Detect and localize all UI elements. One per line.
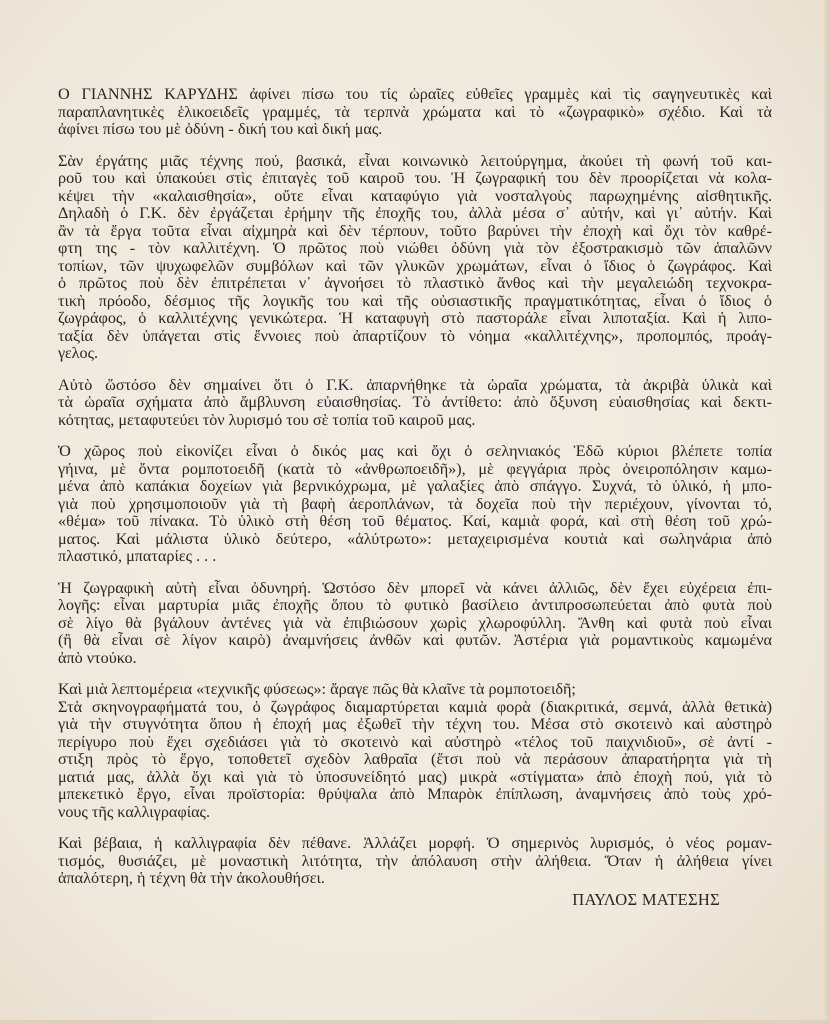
paragraph [58,681,772,699]
text-line: Καὶ μιὰ λεπτομέρεια «τεχνικῆς φύσεως»: ἄραγε πῶς θὰ κλαῖνε τὰ ρομποτοειδῆ; [58,680,576,698]
text-line: Καὶ βέβαια, ἡ καλλιγραφία δὲν πέθανε. Ἀλλάζει μορφή. Ὁ σημερινὸς λυρισμός, ὁ νέος ρομαν- [58,834,772,852]
author-signature: ΠΑΥΛΟΣ ΜΑΤΕΣΗΣ [572,889,720,909]
text-line: φτη της - τὸν καλλιτέχνη. Ὁ πρῶτος ποὺ νιώθει ὀδύνη γιὰ τὸν ἐξοστρακισμὸ τῶν ἁπαλῶνν [58,239,772,257]
paragraph [58,580,772,668]
text-line: τοπίων, τῶν ψυχωφελῶν συμβόλων καὶ τῶν γλυκῶν χρωμάτων, εἶναι ὁ ἴδιος ὁ ζωγράφος. Καὶ [58,256,772,275]
text-line: Ο ΓΙΑΝΝΗΣ ΚΑΡΥΔΗΣ ἀφίνει πίσω του τίς ὡραῖες εὐθεῖες γραμμὲς καὶ τὶς σαγηνευτικὲς καὶ [58,85,772,103]
text-line: παραπλανητικὲς ἑλικοειδεῖς γραμμές, τὰ τερπνὰ χρώματα καὶ τὸ «ζωγραφικὸ» σχέδιο. Καὶ τὰ [58,102,772,121]
text-line: Σὰν ἐργάτης μιᾶς τέχνης πού, βασικά, εἶναι κοινωνικὸ λειτούργημα, ἀκούει τὴ φωνή τοῦ και- [58,151,772,170]
paper-edge [824,0,830,1024]
text-line: λογῆς: εἶναι μαρτυρία μιᾶς ἐποχῆς ὅπου τὸ φυτικὸ βασίλειο ἀντιπροσωπεύεται ἀπὸ φυτὰ ποὺ [58,596,772,614]
text-line: μπεκετικὸ ἔργο, εἶναι προϊστορία: θρύψαλα ἀπὸ Μπαρὸκ ἐπίπλωση, ἀναμνήσεις ἀπὸ τοὺς χρό- [58,785,772,803]
text-line: γιὰ τὴν στυγνότητα ὅπου ἡ ἐποχή μας ἐξωθεῖ τὴν τέχνη του. Μέσα στὸ σκοτεινὸ καὶ αὐστηρὸ [58,715,772,733]
paper-edge [0,1020,830,1024]
text-line: γελος. [58,344,99,362]
text-line: ἀπαλότερη, ἡ τέχνη θὰ τὴν ἀκολουθήσει. [58,869,325,887]
text-line: τὰ ὡραῖα σχήματα ἀπὸ ἄμβλυνση εὐαισθησίας. Τὸ ἀντίθετο: ἀπὸ ὄξυνση εὐαισθησίας καὶ δεκτι- [58,393,772,411]
text-line: περίγυρο ποὺ ἔχει σχεδιάσει γιὰ τὸ σκοτεινὸ καὶ αὐστηρὸ «τέλος τοῦ παιχνιδιοῦ», σὲ ἀντί - [58,732,772,751]
text-line: ζωγράφος, ὁ καλλιτέχνης γενικώτερα. Ἡ καταφυγὴ στὸ παστοράλε εἶναι λιποταξία. Καὶ ἡ λιπο- [58,309,772,327]
text-line: σὲ λίγο θὰ βγάλουν ἀντένες γιὰ νὰ ἐπιβιώσουν χωρὶς χλωροφύλλη. Ἄνθη καὶ φυτὰ ποὺ εἶναι [58,613,772,632]
text-line: ἀφίνει πίσω του μὲ ὀδύνη - δική του καὶ δική μας. [58,120,383,138]
text-line: γιὰ ποὺ χρησιμοποιοῦν γιὰ τὴ βαφὴ ἀεροπλάνων, τὰ δοχεῖα ποὺ τὴν περιέχουν, γίνονται τό, [58,494,772,513]
text-line: ροῦ του καὶ ὑπακούει στὶς ἐπιταγὲς τοῦ καιροῦ του. Ἡ ζωγραφική του δὲν προορίζεται νὰ κολα- [58,169,772,187]
text-line: Ἡ ζωγραφικὴ αὐτὴ εἶναι ὀδυνηρή. Ὡστόσο δὲν μπορεῖ νὰ κάνει ἀλλιῶς, δὲν ἔχει εὐχέρεια ἐπι- [58,578,772,597]
text-line: ματος. Καὶ μάλιστα ὑλικὸ δεύτερο, «ἀλύτρωτο»: μεταχειρισμένα κουτιὰ καὶ σωληνάρια ἀπὸ [58,529,772,548]
text-line: τικὴ πρόοδο, δέσμιος τῆς λογικῆς του καὶ τῆς οὐσιαστικῆς πραγματικότητας, εἶναι ὁ ἴδιος ὁ [58,291,772,310]
text-line: κότητας, μεταφυτεύει τὸν λυρισμό του σὲ τοπία τοῦ καιροῦ μας. [58,410,476,429]
text-line: ἂν τὰ ἔργα τοῦτα εἶναι αἰχμηρὰ καὶ δὲν τέρπουν, τοῦτο βαρύνει τὴν ἐποχὴ καὶ ὄχι τὸν καθρέ- [58,221,772,240]
text-line: ἀπὸ ντούκο. [58,648,137,667]
text-line: ματιά μας, ἀλλὰ ὄχι καὶ γιὰ τὸ ὑποσυνείδητό μας) μικρὰ «στίγματα» ἀπὸ ἐποχὴ πού, γιὰ τὸ [58,767,772,786]
text-line: Αὐτὸ ὥστόσο δὲν σημαίνει ὅτι ὁ Γ.Κ. ἀπαρνήθηκε τὰ ὡραῖα χρώματα, τὰ ἀκριβὰ ὑλικὰ καὶ [58,375,772,394]
text-line: πλαστικό, μπαταρίες . . . [58,547,217,565]
text-line: Ὁ χῶρος ποὺ εἰκονίζει εἶναι ὁ δικός μας καὶ ὄχι ὁ σεληνιακός Ἐδῶ κύριοι βλέπετε τοπία [58,442,772,460]
text-line: μένα ἀπὸ καπάκια δοχείων γιὰ βερνικόχρωμα, μὲ γαλαξίες ἀπὸ σπάγγο. Συχνά, τὸ ὑλικό, ἡ μπο- [58,477,772,495]
paragraph [58,86,772,139]
text-line: τισμός, θυσιάζει, μὲ μοναστικὴ λιτότητα, τὴν ἀπόλαυση στὴν ἀλήθεια. Ὅταν ἡ ἀλήθεια γίνει [58,851,772,870]
text-line: στιξη πρὸς τὸ ἔργο, τοποθετεῖ σχεδὸν λαθραῖα (ἔτσι ποὺ νὰ περάσουν ἀπαρατήρητα γιὰ τὴ [58,750,772,768]
signature-row [58,890,772,910]
article-body [58,86,772,909]
text-line: (ἢ θὰ εἶναι σὲ λίγον καιρὸ) ἀναμνήσεις ἀνθῶν καὶ φυτῶν. Ἀστέρια γιὰ ρομαντικοὺς καμωμένα [58,631,772,649]
paragraph [58,835,772,888]
text-line: Στὰ σκηνογραφήματά του, ὁ ζωγράφος διαμαρτύρεται καμιὰ φορὰ (διακριτικά, σεμνά, ἀλλὰ θετικὰ) [58,697,772,716]
text-line: ὁ πρῶτος ποὺ δὲν ἐπιτρέπεται ν᾽ ἀγνοήσει τὸ πλαστικὸ ἄνθος καὶ τὴν μεγαλειώδη τεχνοκρα- [58,274,772,292]
paragraph [58,377,772,430]
paragraph [58,699,772,822]
text-line: νους τῆς καλλιγραφίας. [58,802,211,821]
text-line: Δηλαδὴ ὁ Γ.Κ. δὲν ἐργάζεται ἐρήμην τῆς ἐποχῆς του, ἀλλὰ μέσα σ᾽ αὐτήν, καὶ γι᾽ αὐτήν. Καὶ [58,204,772,222]
text-line: κέψει τὴν «καλαισθησία», οὔτε εἶναι καταφύγιο γιὰ νοσταλγοὺς παρωχημένης αἰσθητικῆς. [58,186,772,205]
text-line: γήινα, μὲ ὄντα ρομποτοειδῆ (κατὰ τὸ «ἀνθρωποειδῆ»), μὲ φεγγάρια πρὸς ὀνειροπόλησιν καμω- [58,459,772,478]
text-line: «θέμα» τοῦ πίνακα. Τὸ ὑλικὸ στὴ θέση τοῦ θέματος. Καί, καμιὰ φορά, καὶ στὴ θέση τοῦ χρώ- [58,512,772,530]
paragraph [58,153,772,363]
text-line: ταξία δὲν ὑπάγεται στὶς ἔννοιες ποὺ ἀπαρτίζουν τὸ νόημα «καλλιτέχνης», προπομπός, προάγ- [58,326,772,345]
paragraph [58,443,772,566]
